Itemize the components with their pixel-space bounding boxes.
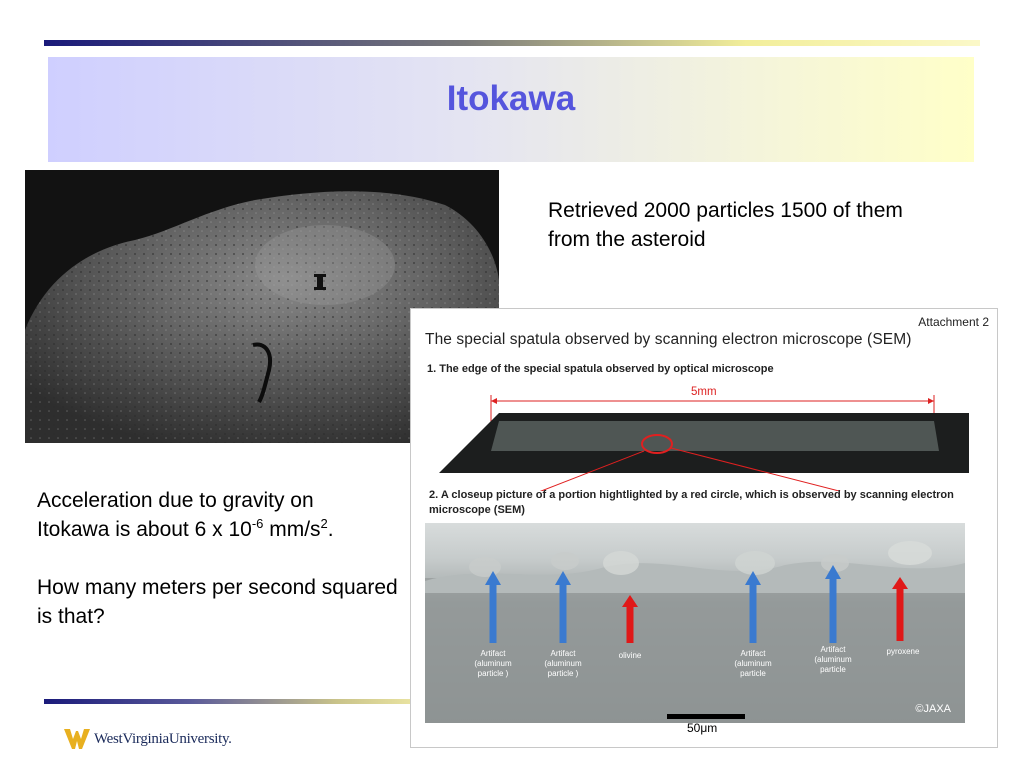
top-divider — [44, 40, 980, 46]
gravity-line-2: Itokawa is about 6 x 10 — [37, 518, 252, 541]
sem-step-2: 2. A closeup picture of a portion hightlighted by a red circle, which is observed by scanning electron microscope (SEM) — [429, 489, 954, 516]
gravity-unit: mm/s — [263, 518, 321, 541]
artifact-label-2: Artifact (aluminum particle ) — [544, 649, 582, 678]
gravity-end: . — [327, 518, 334, 541]
attachment-label: Attachment 2 — [918, 315, 989, 329]
artifact-label-3: Artifact (aluminum particle — [734, 649, 772, 678]
pyroxene-label: pyroxene — [886, 647, 920, 656]
jaxa-copyright: ©JAXA — [915, 703, 951, 715]
artifact-label-4: Artifact (aluminum particle — [814, 645, 852, 674]
gravity-statement — [37, 486, 417, 544]
scale-label: 50μm — [687, 721, 718, 735]
gravity-question-text — [37, 486, 417, 631]
sem-figure — [410, 308, 998, 748]
dimension-label: 5mm — [691, 386, 717, 398]
sem-closeup-image — [425, 523, 965, 723]
gravity-unit-exponent: 2 — [320, 516, 328, 531]
wvu-logo — [64, 723, 232, 755]
sem-step-1: 1. The edge of the special spatula observed by optical microscope — [427, 363, 774, 375]
bottom-divider — [44, 699, 410, 704]
gravity-exponent: -6 — [251, 516, 264, 531]
olivine-label: olivine — [618, 651, 642, 660]
question-text: How many meters per second squared is that? — [37, 576, 398, 628]
wvu-wordmark: WestVirginiaUniversity. — [94, 730, 232, 747]
wvu-flying-wv-icon — [64, 727, 90, 751]
particles-caption: Retrieved 2000 particles 1500 of them from the asteroid — [548, 199, 903, 251]
spatula-optical-image — [439, 391, 969, 491]
slide-title: Itokawa — [446, 79, 576, 118]
sem-heading: The special spatula observed by scanning electron microscope (SEM) — [425, 331, 912, 348]
title-band — [48, 57, 974, 162]
gravity-line-1: Acceleration due to gravity on — [37, 489, 314, 512]
artifact-label-1: Artifact (aluminum particle ) — [474, 649, 512, 678]
scale-bar — [667, 714, 745, 719]
